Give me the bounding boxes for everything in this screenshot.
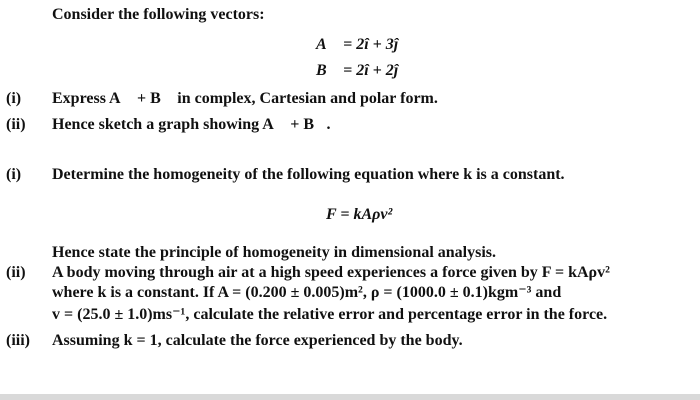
vector-b-definition: B⃗ = 2î + 2ĵ — [316, 62, 399, 79]
vector-a-definition: A⃗ = 2î + 3ĵ — [316, 36, 399, 53]
question2-part-i-number: (i) — [6, 166, 22, 183]
state-principle-text: Hence state the principle of homogeneity in dimensional analysis. — [52, 244, 496, 261]
homogeneity-equation: F = kAρv² — [326, 206, 393, 223]
question1-part-i-text: Express A⃗ + B⃗ in complex, Cartesian and polar form. — [52, 90, 438, 107]
page-bottom-edge — [0, 394, 700, 400]
question2-part-ii-line-3: v = (25.0 ± 1.0)ms⁻¹, calculate the relative error and percentage error in the force. — [52, 306, 608, 323]
question2-part-iii-text: Assuming k = 1, calculate the force experienced by the body. — [52, 332, 463, 349]
question2-part-ii-line-1: A body moving through air at a high speed experiences a force given by F = kAρv² — [52, 264, 610, 281]
question1-part-ii-text: Hence sketch a graph showing A⃗ + B⃗. — [52, 116, 331, 133]
question1-intro: Consider the following vectors: — [52, 6, 265, 23]
question1-part-i-number: (i) — [6, 90, 22, 107]
question1-part-ii-number: (ii) — [6, 116, 26, 133]
question2-part-ii-line-2: where k is a constant. If A = (0.200 ± 0.005)m², ρ = (1000.0 ± 0.1)kgm⁻³ and — [52, 284, 562, 301]
question2-part-iii-number: (iii) — [6, 332, 30, 349]
question2-part-ii-number: (ii) — [6, 264, 26, 281]
question2-part-i-text: Determine the homogeneity of the following equation where k is a constant. — [52, 166, 565, 183]
